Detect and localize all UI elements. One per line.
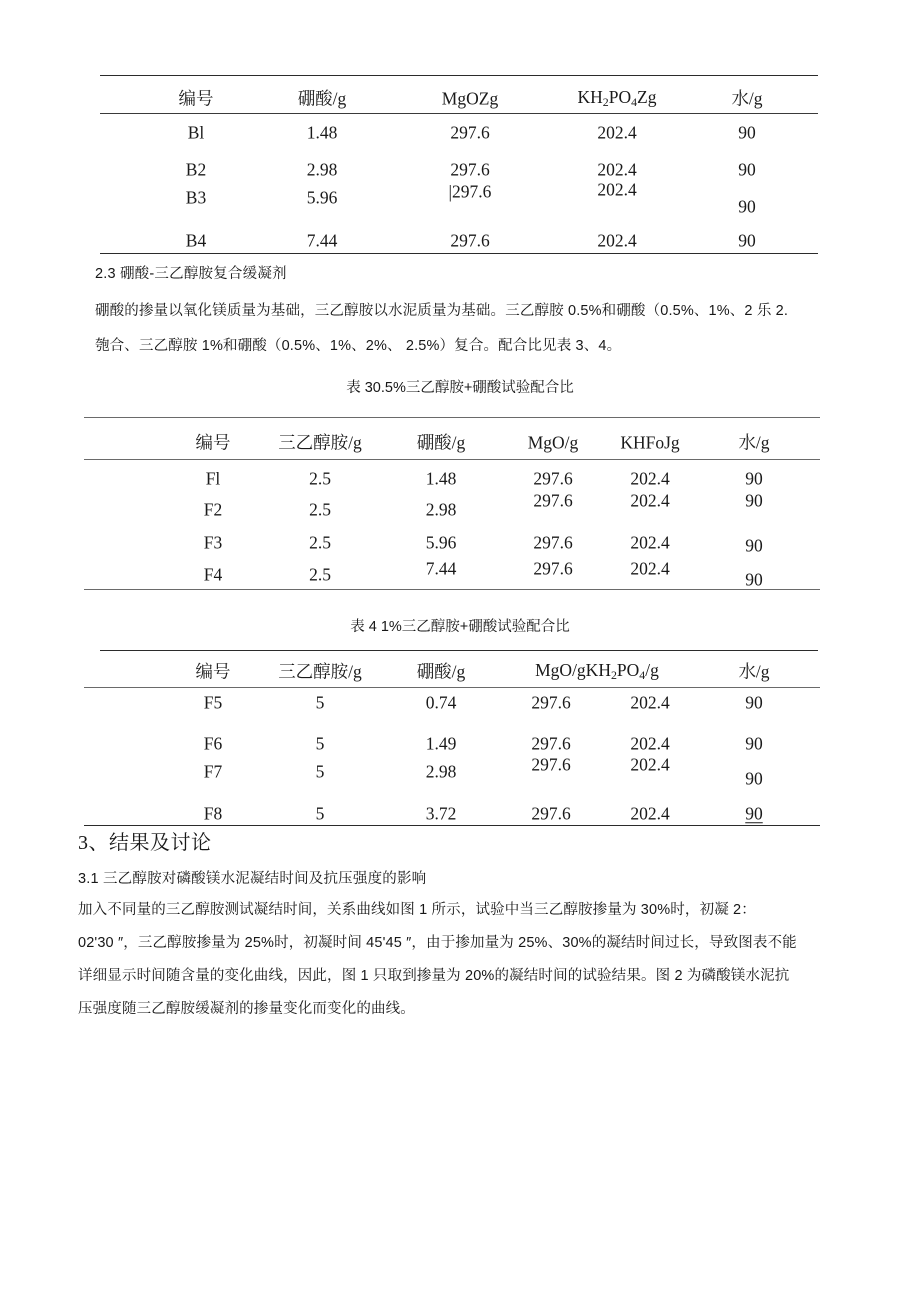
table-3-header-water: 水/g	[738, 432, 770, 453]
table-row: B2	[185, 159, 207, 180]
table-row: 90	[745, 733, 763, 754]
section-3-paragraph-line-2: 02'30 ″，三乙醇胺掺量为 25%时，初凝时间 45'45 ″，由于掺加量为 25%、30%的凝结时间过长，导致图表不能	[78, 935, 797, 951]
table-3-top-rule	[84, 417, 820, 418]
table-row: 2.5	[309, 532, 331, 553]
table-row: F7	[203, 761, 223, 782]
table-row: 202.4	[597, 122, 637, 143]
kh2po4-text: $KH_2PO_4Zg$	[577, 86, 657, 110]
table-row: 202.4	[630, 754, 670, 775]
section-3-heading: 3、结果及讨论	[78, 832, 212, 854]
table-row: 297.6	[533, 468, 573, 489]
section-2-3-heading: 2.3 硼酸-三乙醇胺复合缓凝剂	[95, 266, 287, 282]
table-row: 297.6	[531, 754, 571, 775]
table-row: F5	[203, 692, 223, 713]
table-row: 5.96	[306, 187, 338, 208]
table-row: 3.72	[425, 803, 457, 824]
table-row: 297.6	[531, 692, 571, 713]
table-4-header-boric-acid: 硼酸/g	[416, 661, 466, 682]
table-row: 90	[738, 159, 756, 180]
table-row: 90	[745, 490, 763, 511]
table-row: 202.4	[630, 692, 670, 713]
table-row: 7.44	[306, 230, 338, 251]
mgo-kh2po4-merged-text: MgO/$gKH_2PO_4/g$	[535, 659, 659, 683]
table-row: 202.4	[597, 159, 637, 180]
table-4-top-rule	[100, 650, 818, 651]
table-row: 202.4	[630, 803, 670, 824]
table-row: 2.5	[309, 499, 331, 520]
table-4-header-water: 水/g	[738, 661, 770, 682]
table-row: B4	[185, 230, 207, 251]
table-row: |297.6	[448, 181, 492, 202]
table-row: 90	[745, 569, 763, 590]
table-row: 5	[315, 692, 325, 713]
table-4-bottom-rule	[84, 825, 820, 826]
table-row: 202.4	[630, 490, 670, 511]
table-row: 90	[745, 692, 763, 713]
table-row: 0.74	[425, 692, 457, 713]
table-row: 297.6	[531, 803, 571, 824]
table-row: 202.4	[630, 532, 670, 553]
table-row: Fl	[205, 468, 221, 489]
table-row: 90	[745, 768, 763, 789]
section-2-3-paragraph-line-2: 匏合、三乙醇胺 1%和硼酸（0.5%、1%、2%、 2.5%）复合。配合比见表 3、4。	[95, 338, 622, 354]
table-row: 297.6	[450, 159, 490, 180]
table-row: 297.6	[531, 733, 571, 754]
table-row: 202.4	[630, 468, 670, 489]
table-row: Bl	[187, 122, 205, 143]
table-4-header-rule	[84, 687, 820, 688]
table-row: F6	[203, 733, 223, 754]
table-1-header-id: 编号	[178, 88, 214, 109]
table-row: 202.4	[597, 179, 637, 200]
table-3-caption: 表 30.5%三乙醇胺+硼酸试验配合比	[346, 380, 574, 396]
table-row: 297.6	[450, 230, 490, 251]
table-3-header-tea: 三乙醇胺/g	[278, 432, 362, 453]
table-3-header-mgo: MgO/g	[527, 432, 579, 453]
table-3-header-boric-acid: 硼酸/g	[416, 432, 466, 453]
table-1-header-kh2po4	[577, 86, 657, 110]
table-row: F2	[203, 499, 223, 520]
table-row: 297.6	[450, 122, 490, 143]
table-3-header-rule	[84, 459, 820, 460]
table-row: 5.96	[425, 532, 457, 553]
table-4-header-id: 编号	[195, 661, 231, 682]
table-1-top-rule	[100, 75, 818, 76]
table-row: F8	[203, 803, 223, 824]
table-4-caption: 表 4 1%三乙醇胺+硼酸试验配合比	[350, 619, 570, 635]
table-row: B3	[185, 187, 207, 208]
table-4-header-tea: 三乙醇胺/g	[278, 661, 362, 682]
table-1-header-mgo: MgOZg	[441, 88, 499, 109]
table-row: 1.48	[425, 468, 457, 489]
table-row: 202.4	[630, 558, 670, 579]
table-row: 297.6	[533, 490, 573, 511]
table-row: 1.48	[306, 122, 338, 143]
table-row: 5	[315, 803, 325, 824]
table-row: 7.44	[425, 558, 457, 579]
table-row: 297.6	[533, 558, 573, 579]
table-row: 2.98	[425, 499, 457, 520]
table-1-bottom-rule	[100, 253, 818, 254]
table-row: 90	[745, 468, 763, 489]
table-row: 2.98	[306, 159, 338, 180]
table-row: 202.4	[630, 733, 670, 754]
table-1-header-boric-acid: 硼酸/g	[297, 88, 347, 109]
table-row: 90	[745, 535, 763, 556]
table-3-header-id: 编号	[195, 432, 231, 453]
section-3-1-heading: 3.1 三乙醇胺对磷酸镁水泥凝结时间及抗压强度的影响	[78, 871, 427, 887]
table-3-bottom-rule	[84, 589, 820, 590]
table-row: 297.6	[533, 532, 573, 553]
table-row: 2.5	[309, 468, 331, 489]
table-row: F4	[203, 564, 223, 585]
section-3-paragraph-line-1: 加入不同量的三乙醇胺测试凝结时间，关系曲线如图 1 所示，试验中当三乙醇胺掺量为 30%时，初凝 2：	[78, 902, 756, 918]
table-row: 90	[738, 122, 756, 143]
table-row: F3	[203, 532, 223, 553]
table-4-header-mgo-kh2po4-merged	[535, 659, 659, 683]
table-row: 90	[745, 803, 763, 824]
table-row: 2.98	[425, 761, 457, 782]
section-2-3-paragraph-line-1: 硼酸的掺量以氧化镁质量为基础，三乙醇胺以水泥质量为基础。三乙醇胺 0.5%和硼酸（0.5%、1%、2 乐 2.	[95, 303, 789, 319]
table-1-header-rule	[100, 113, 818, 114]
table-row: 2.5	[309, 564, 331, 585]
table-3-header-kh2po4: KHFoJg	[620, 432, 680, 453]
section-3-paragraph-line-4: 压强度随三乙醇胺缓凝剂的掺量变化而变化的曲线。	[78, 1001, 415, 1017]
table-row: 90	[738, 230, 756, 251]
table-row: 202.4	[597, 230, 637, 251]
table-1-header-water: 水/g	[731, 88, 763, 109]
table-row: 1.49	[425, 733, 457, 754]
table-row: 5	[315, 733, 325, 754]
table-row: 5	[315, 761, 325, 782]
section-3-paragraph-line-3: 详细显示时间随含量的变化曲线，因此，图 1 只取到掺量为 20%的凝结时间的试验结果。图 2 为磷酸镁水泥抗	[78, 968, 790, 984]
table-row: 90	[738, 196, 756, 217]
